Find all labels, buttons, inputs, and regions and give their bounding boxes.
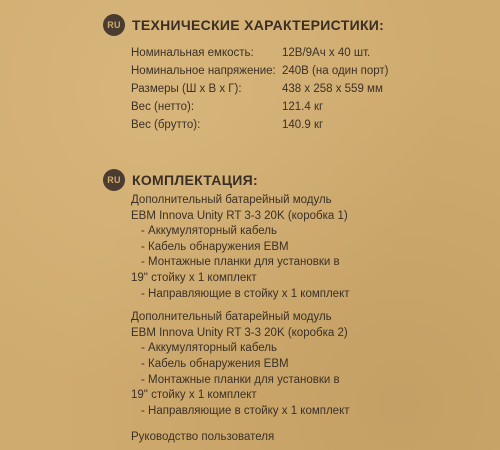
- list-item: - Аккумуляторный кабель: [141, 342, 277, 355]
- specs-header: [103, 14, 384, 36]
- language-badge: RU: [103, 14, 125, 36]
- spec-value: 240В (на один порт): [282, 65, 389, 77]
- contents-title: КОМПЛЕКТАЦИЯ:: [132, 172, 258, 188]
- spec-label: Размеры (Ш x В x Г):: [131, 83, 242, 95]
- box-group: [131, 193, 491, 302]
- list-item: - Аккумуляторный кабель: [141, 225, 277, 238]
- box-group: [131, 310, 491, 419]
- spec-label: Вес (брутто):: [131, 119, 201, 131]
- box-title-line: Дополнительный батарейный модуль: [131, 311, 332, 324]
- box-title-line: EBM Innova Unity RT 3-3 20K (коробка 2): [131, 326, 348, 339]
- spec-label: Вес (нетто):: [131, 101, 195, 113]
- spec-value: 12В/9Ач x 40 шт.: [282, 47, 371, 59]
- list-item: - Кабель обнаружения EBM: [141, 357, 289, 370]
- list-item: - Монтажные планки для установки в: [141, 256, 340, 269]
- list-item: - Направляющие в стойку x 1 комплект: [141, 404, 350, 417]
- contents-header: [103, 169, 258, 191]
- specs-title: ТЕХНИЧЕСКИЕ ХАРАКТЕРИСТИКИ:: [132, 17, 385, 33]
- list-item: 19" стойку x 1 комплект: [131, 389, 257, 402]
- list-item: 19" стойку x 1 комплект: [131, 271, 257, 284]
- box-title-line: Дополнительный батарейный модуль: [131, 194, 332, 206]
- contents-list: [131, 193, 491, 446]
- spec-value: 140.9 кг: [282, 119, 324, 131]
- spec-value: 438 x 258 x 559 мм: [282, 83, 383, 95]
- list-item: - Монтажные планки для установки в: [141, 373, 340, 386]
- spec-value: 121.4 кг: [282, 101, 324, 113]
- spec-label: Номинальная емкость:: [131, 47, 254, 59]
- language-badge: RU: [103, 169, 125, 191]
- list-item: - Направляющие в стойку x 1 комплект: [141, 287, 350, 300]
- list-item: - Кабель обнаружения EBM: [141, 240, 289, 253]
- box-title-line: EBM Innova Unity RT 3-3 20K (коробка 1): [131, 209, 348, 222]
- user-manual-item: Руководство пользователя: [131, 431, 275, 444]
- spec-label: Номинальное напряжение:: [131, 65, 276, 77]
